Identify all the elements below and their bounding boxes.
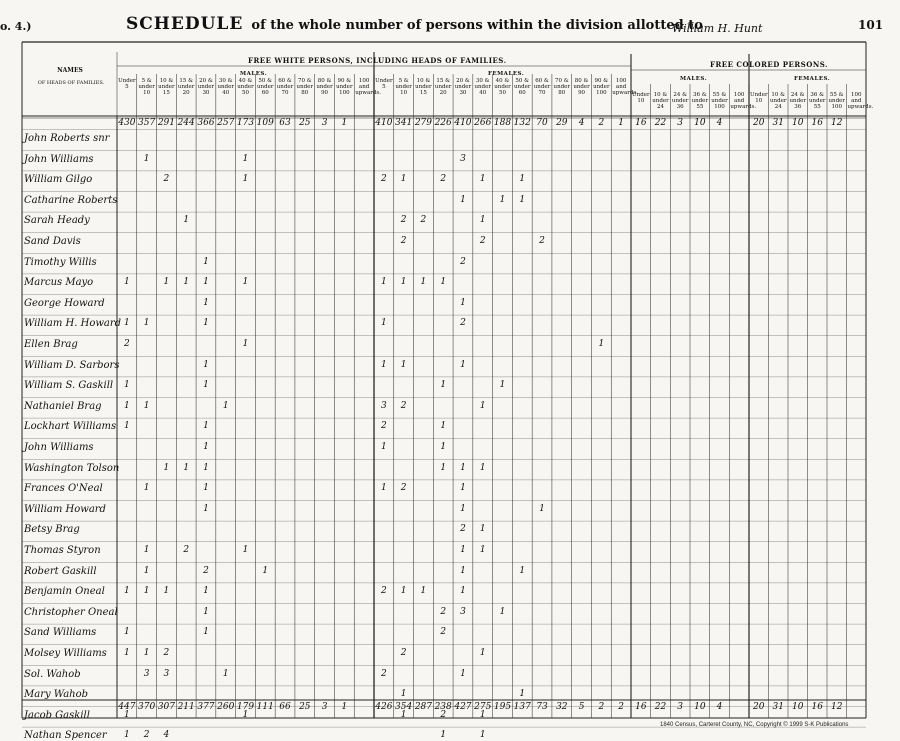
age-heading: 70 & under 80	[296, 78, 314, 96]
age-heading: 15 & under 20	[434, 78, 452, 96]
copyright-footer: 1840 Census, Carteret County, NC, Copyright © 1999 S-K Publications	[660, 722, 849, 728]
page-total-cell: 73	[536, 702, 548, 712]
family-head-name: William S. Gaskill	[24, 380, 114, 392]
row-count-cell: 1	[203, 256, 209, 267]
row-count-cell: 1	[499, 380, 506, 391]
row-count-cell: 1	[203, 483, 209, 494]
family-head-name: Lockhart Williams	[24, 421, 117, 433]
age-heading: 50 & under 60	[257, 78, 274, 96]
family-head-name: Frances O'Neal	[24, 483, 103, 495]
page-total-cell: 16	[635, 702, 647, 712]
age-heading: 90 & under 100	[593, 78, 610, 96]
row-count-cell: 1	[242, 153, 249, 164]
family-head-name: William H. Howard	[24, 318, 122, 330]
age-heading: 30 & under 40	[217, 78, 234, 96]
row-count-cell: 1	[203, 359, 209, 370]
family-head-name: Washington Tolson	[24, 462, 120, 474]
family-head-name: Sand Davis	[24, 236, 81, 247]
names-heading: NAMES	[57, 67, 83, 74]
row-count-cell: 1	[143, 153, 150, 164]
row-count-cell: 1	[124, 421, 130, 432]
carried-total-cell: 16	[811, 118, 823, 128]
row-count-cell: 1	[242, 174, 249, 185]
row-count-cell: 1	[203, 627, 209, 638]
page-total-cell: 211	[177, 702, 195, 712]
colored-males-heading: MALES.	[680, 76, 708, 82]
carried-total-cell: 132	[513, 118, 531, 128]
row-count-cell: 1	[124, 709, 130, 720]
age-heading: 30 & under 40	[474, 78, 491, 96]
age-heading: 100 and upwards.	[847, 92, 874, 110]
row-count-cell: 1	[381, 442, 387, 452]
page-total-cell: 10	[694, 702, 706, 712]
age-heading: 24 & under 36	[671, 92, 689, 110]
age-heading: 100 and upwards.	[730, 92, 757, 110]
family-head-name: Jacob Gaskill	[24, 709, 90, 721]
page-total-cell: 25	[299, 702, 311, 712]
row-count-cell: 2	[381, 586, 387, 597]
age-heading: 24 & under 36	[789, 92, 806, 110]
row-count-cell: 1	[143, 400, 150, 411]
row-count-cell: 1	[124, 318, 130, 329]
carried-total-cell: 12	[831, 118, 843, 128]
row-count-cell: 1	[440, 730, 447, 741]
age-heading: Under 10	[632, 92, 650, 104]
row-count-cell: 1	[203, 277, 209, 288]
row-count-cell: 1	[203, 318, 209, 329]
row-count-cell: 1	[519, 689, 526, 700]
white-females-heading: FEMALES.	[488, 71, 525, 77]
row-count-cell: 2	[400, 215, 407, 226]
age-heading: 36 & under 55	[809, 92, 826, 110]
row-count-cell: 2	[539, 236, 545, 246]
row-count-cell: 2	[163, 648, 170, 658]
row-count-cell: 1	[183, 215, 190, 226]
carried-total-cell: 20	[753, 118, 765, 128]
row-count-cell: 1	[598, 339, 605, 349]
page-total-cell: 427	[454, 702, 472, 712]
age-heading: 70 & under 80	[553, 78, 571, 96]
age-heading: 90 & under 100	[336, 78, 353, 96]
row-count-cell: 1	[203, 606, 209, 617]
page-label: o. 4.)	[0, 20, 32, 33]
age-heading: 80 & under 90	[316, 78, 333, 96]
carried-total-cell: 25	[299, 118, 311, 128]
row-count-cell: 1	[460, 359, 466, 370]
age-heading: 50 & under 60	[514, 78, 531, 96]
age-heading: Under 5	[375, 78, 393, 90]
row-count-cell: 1	[460, 194, 466, 205]
row-count-cell: 1	[183, 462, 190, 473]
row-count-cell: 2	[163, 174, 170, 185]
row-count-cell: 1	[479, 174, 486, 185]
age-heading: 80 & under 90	[573, 78, 590, 96]
row-count-cell: 1	[124, 730, 130, 741]
row-count-cell: 1	[499, 606, 506, 617]
family-head-name: Timothy Willis	[24, 256, 97, 268]
row-count-cell: 1	[124, 380, 130, 391]
white-males-heading: MALES.	[240, 71, 268, 77]
row-count-cell: 1	[460, 503, 466, 514]
age-heading: 10 & under 24	[770, 92, 787, 110]
carried-total-cell: 244	[177, 118, 195, 128]
row-count-cell: 1	[440, 380, 447, 391]
row-count-cell: 1	[460, 297, 466, 308]
age-heading: 40 & under 50	[237, 78, 254, 96]
row-count-cell: 1	[400, 174, 407, 185]
row-count-cell: 1	[242, 545, 249, 555]
row-count-cell: 1	[143, 545, 150, 555]
row-count-cell: 2	[183, 545, 190, 555]
age-heading: 10 & under 15	[158, 78, 175, 96]
page-total-cell: 31	[772, 702, 784, 712]
age-heading: Under 10	[750, 92, 768, 104]
carried-total-cell: 4	[716, 118, 723, 128]
row-count-cell: 1	[163, 277, 170, 288]
row-count-cell: 1	[242, 339, 249, 349]
row-count-cell: 1	[400, 277, 407, 288]
row-count-cell: 1	[479, 545, 486, 555]
row-count-cell: 2	[440, 174, 447, 185]
carried-total-cell: 430	[118, 118, 136, 128]
age-heading: 100 and upwards.	[612, 78, 638, 96]
row-count-cell: 2	[400, 648, 407, 658]
row-count-cell: 1	[222, 400, 229, 411]
row-count-cell: 1	[124, 648, 130, 658]
row-count-cell: 1	[460, 668, 466, 679]
row-count-cell: 2	[381, 174, 387, 185]
carried-total-cell: 341	[395, 118, 413, 128]
carried-total-cell: 291	[157, 118, 175, 128]
row-count-cell: 2	[440, 627, 447, 638]
row-count-cell: 1	[460, 483, 466, 494]
row-count-cell: 2	[124, 339, 130, 349]
page-total-cell: 111	[256, 702, 274, 712]
page-total-cell: 275	[474, 702, 492, 712]
row-count-cell: 1	[440, 421, 447, 432]
free-white-heading: FREE WHITE PERSONS, INCLUDING HEADS OF FAMILIES.	[248, 56, 507, 65]
row-count-cell: 1	[143, 483, 150, 494]
family-head-name: John Williams	[24, 442, 94, 453]
row-count-cell: 1	[460, 545, 466, 555]
row-count-cell: 1	[262, 565, 269, 576]
carried-total-cell: 410	[375, 118, 393, 128]
carried-total-cell: 366	[197, 118, 215, 128]
row-count-cell: 2	[460, 318, 466, 329]
row-count-cell: 1	[460, 462, 466, 473]
row-count-cell: 1	[460, 565, 466, 576]
carried-total-cell: 10	[694, 118, 706, 128]
row-count-cell: 1	[203, 586, 209, 597]
row-count-cell: 4	[163, 730, 170, 741]
row-count-cell: 2	[400, 400, 407, 411]
row-count-cell: 1	[400, 586, 407, 597]
family-head-name: Sarah Heady	[24, 215, 90, 227]
row-count-cell: 1	[519, 565, 526, 576]
page-total-cell: 354	[395, 702, 413, 712]
row-count-cell: 1	[222, 668, 229, 679]
page-total-cell: 195	[493, 702, 512, 712]
page-total-cell: 238	[434, 702, 452, 712]
family-head-name: William D. Sarbors	[24, 359, 120, 371]
family-head-name: Nathan Spencer	[24, 730, 107, 741]
page-total-cell: 10	[792, 702, 804, 712]
page-total-cell: 5	[578, 702, 585, 712]
row-count-cell: 1	[479, 524, 486, 535]
page-total-cell: 32	[556, 702, 568, 712]
row-count-cell: 1	[163, 462, 170, 473]
carried-total-cell: 31	[772, 118, 784, 128]
page-total-cell: 20	[753, 702, 765, 712]
carried-total-cell: 188	[493, 118, 512, 128]
row-count-cell: 1	[163, 586, 170, 597]
row-count-cell: 1	[479, 400, 486, 411]
page-total-cell: 66	[279, 702, 291, 712]
age-heading: 100 and upwards.	[355, 78, 381, 96]
page-total-cell: 179	[236, 702, 255, 712]
row-count-cell: 1	[203, 462, 209, 473]
page-number: 101	[858, 18, 884, 32]
row-count-cell: 1	[479, 730, 486, 741]
row-count-cell: 1	[381, 318, 387, 329]
row-count-cell: 2	[203, 565, 209, 576]
row-count-cell: 1	[400, 689, 407, 700]
family-head-name: Sand Williams	[24, 627, 97, 639]
carried-total-cell: 4	[578, 118, 585, 128]
row-count-cell: 1	[124, 400, 130, 411]
row-count-cell: 1	[499, 194, 506, 205]
row-count-cell: 1	[203, 380, 209, 391]
row-count-cell: 1	[420, 586, 427, 597]
age-heading: 5 & under 10	[138, 78, 155, 96]
names-subheading: OF HEADS OF FAMILIES.	[37, 80, 105, 86]
page-total-cell: 2	[618, 702, 624, 712]
row-count-cell: 1	[242, 277, 249, 288]
family-head-name: John Williams	[24, 153, 94, 165]
row-count-cell: 2	[460, 256, 466, 267]
schedule-title-main: SCHEDULE	[126, 14, 244, 34]
age-heading: 40 & under 50	[494, 78, 511, 96]
row-count-cell: 1	[143, 318, 150, 329]
family-head-name: Catharine Roberts	[24, 194, 118, 206]
row-count-cell: 1	[203, 421, 209, 432]
row-count-cell: 3	[163, 668, 170, 679]
row-count-cell: 1	[400, 709, 407, 720]
division-name: William H. Hunt	[672, 22, 763, 35]
row-count-cell: 1	[183, 277, 190, 288]
page-total-cell: 260	[217, 702, 235, 712]
page-total-cell: 3	[677, 702, 684, 712]
family-head-name: Nathaniel Brag	[24, 400, 102, 412]
carried-total-cell: 22	[654, 118, 667, 128]
page-total-cell: 2	[598, 702, 605, 712]
row-count-cell: 1	[124, 277, 130, 288]
page-total-cell: 377	[197, 702, 215, 712]
carried-total-cell: 109	[256, 118, 274, 128]
row-count-cell: 1	[519, 174, 526, 185]
family-head-name: Ellen Brag	[24, 339, 78, 350]
row-count-cell: 1	[124, 627, 130, 638]
carried-total-cell: 29	[556, 118, 568, 128]
age-heading: 10 & under 15	[415, 78, 432, 96]
carried-total-cell: 16	[635, 118, 647, 128]
row-count-cell: 1	[124, 586, 130, 597]
carried-total-cell: 70	[536, 118, 548, 128]
row-count-cell: 2	[143, 730, 150, 741]
row-count-cell: 1	[203, 442, 209, 452]
row-count-cell: 1	[519, 194, 526, 205]
row-count-cell: 1	[143, 648, 150, 658]
row-count-cell: 1	[479, 462, 486, 473]
row-count-cell: 1	[479, 648, 486, 658]
age-heading: 20 & under 30	[197, 78, 215, 96]
family-head-name: Molsey Williams	[24, 648, 107, 659]
age-heading: 5 & under 10	[395, 78, 412, 96]
row-count-cell: 1	[400, 359, 407, 370]
row-count-cell: 1	[203, 297, 209, 308]
row-count-cell: 1	[143, 586, 150, 597]
page-total-cell: 3	[321, 702, 328, 712]
row-count-cell: 2	[400, 236, 407, 246]
page-total-cell: 12	[831, 702, 843, 712]
carried-total-cell: 173	[236, 118, 255, 128]
row-count-cell: 3	[460, 153, 466, 164]
family-head-name: William Howard	[24, 503, 106, 515]
page-total-cell: 16	[811, 702, 823, 712]
page-total-cell: 4	[716, 702, 723, 712]
row-count-cell: 1	[440, 442, 447, 452]
row-count-cell: 2	[420, 215, 427, 226]
carried-total-cell: 2	[598, 118, 605, 128]
row-count-cell: 1	[381, 277, 387, 288]
row-count-cell: 3	[381, 400, 387, 411]
row-count-cell: 2	[479, 236, 486, 246]
carried-total-cell: 63	[279, 118, 291, 128]
row-count-cell: 1	[479, 215, 486, 226]
page-total-cell: 426	[375, 702, 393, 712]
row-count-cell: 1	[539, 503, 545, 514]
row-count-cell: 1	[460, 586, 466, 597]
row-count-cell: 1	[203, 503, 209, 514]
family-head-name: Betsy Brag	[24, 524, 80, 536]
row-count-cell: 3	[143, 668, 150, 679]
row-count-cell: 2	[381, 421, 387, 432]
age-heading: 20 & under 30	[454, 78, 472, 96]
age-heading: 36 & under 55	[691, 92, 709, 110]
age-heading: 60 & under 70	[276, 78, 294, 96]
row-count-cell: 3	[460, 606, 466, 617]
age-heading: 15 & under 20	[177, 78, 195, 96]
page-total-cell: 1	[341, 702, 348, 712]
row-count-cell: 1	[381, 483, 387, 494]
family-head-name: Thomas Styron	[24, 545, 101, 556]
family-head-name: George Howard	[24, 297, 105, 309]
carried-total-cell: 357	[138, 118, 156, 128]
row-count-cell: 1	[420, 277, 427, 288]
page-total-cell: 370	[138, 702, 156, 712]
row-count-cell: 1	[381, 359, 387, 370]
row-count-cell: 1	[143, 565, 150, 576]
carried-total-cell: 10	[792, 118, 804, 128]
age-heading: Under 5	[118, 78, 136, 90]
family-head-name: John Roberts snr	[24, 133, 110, 144]
family-head-name: Marcus Mayo	[24, 277, 94, 289]
schedule-title	[126, 14, 703, 34]
schedule-title-rest: of the whole number of persons within the division allotted to	[251, 18, 703, 33]
carried-total-cell: 3	[321, 118, 328, 128]
family-head-name: Mary Wahob	[24, 689, 89, 701]
carried-total-cell: 1	[618, 118, 624, 128]
age-heading: 55 & under 100	[711, 92, 728, 110]
family-head-name: Robert Gaskill	[24, 565, 97, 577]
row-count-cell: 1	[440, 277, 447, 288]
row-count-cell: 2	[400, 483, 407, 494]
page-total-cell: 287	[414, 702, 432, 712]
age-heading: 55 & under 100	[828, 92, 845, 110]
row-count-cell: 1	[440, 462, 447, 473]
row-count-cell: 2	[381, 668, 387, 679]
family-head-name: Sol. Wahob	[24, 668, 81, 680]
carried-total-cell: 266	[474, 118, 492, 128]
row-count-cell: 2	[440, 709, 447, 720]
page-total-cell: 307	[157, 702, 175, 712]
row-count-cell: 2	[460, 524, 466, 535]
page-total-cell: 447	[118, 702, 136, 712]
family-head-name: Christopher Oneal	[24, 606, 118, 618]
age-heading: 10 & under 24	[652, 92, 669, 110]
row-count-cell: 1	[242, 709, 249, 720]
family-head-name: William Gilgo	[24, 174, 93, 186]
free-colored-heading: FREE COLORED PERSONS.	[710, 60, 828, 69]
row-count-cell: 1	[479, 709, 486, 720]
family-head-name: Benjamin Oneal	[24, 586, 105, 598]
page-total-cell: 137	[513, 702, 531, 712]
carried-total-cell: 3	[677, 118, 684, 128]
colored-females-heading: FEMALES.	[794, 76, 831, 82]
carried-total-cell: 257	[217, 118, 235, 128]
row-count-cell: 2	[440, 606, 447, 617]
carried-total-cell: 1	[341, 118, 348, 128]
age-heading: 60 & under 70	[533, 78, 551, 96]
page-total-cell: 22	[654, 702, 667, 712]
carried-total-cell: 410	[454, 118, 472, 128]
carried-total-cell: 279	[414, 118, 432, 128]
carried-total-cell: 226	[434, 118, 452, 128]
